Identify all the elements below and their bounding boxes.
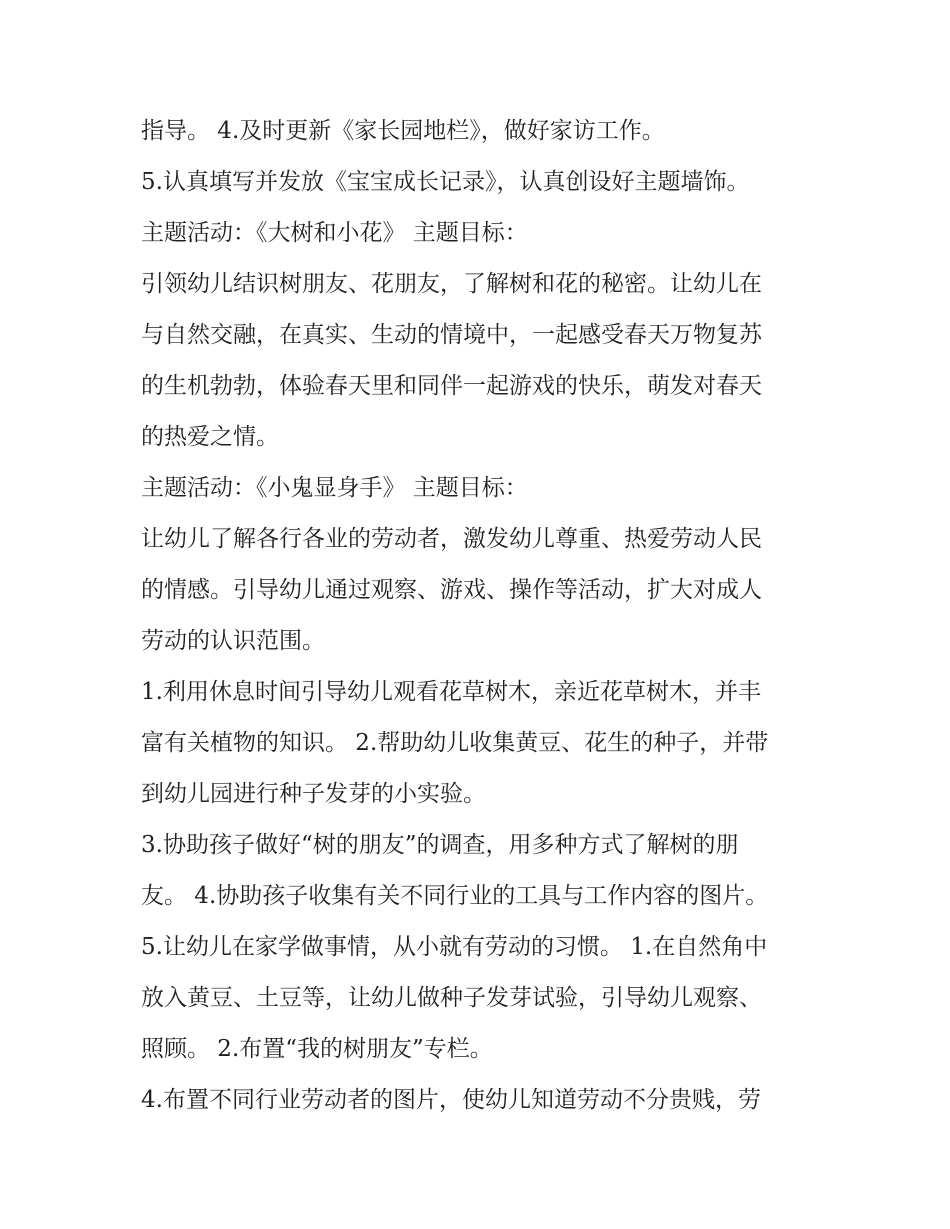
text-line: 主题活动：《大树和小花》 主题目标： (141, 220, 528, 246)
text-line: 5.让幼儿在家学做事情，从小就有劳动的习惯。 1.在自然角中 (141, 934, 768, 960)
text-line: 3.协助孩子做好“树的朋友”的调查，用多种方式了解树的朋 (141, 832, 739, 858)
text-line: 引领幼儿结识树朋友、花朋友，了解树和花的秘密。让幼儿在 (141, 271, 762, 297)
text-line: 到幼儿园进行种子发芽的小实验。 (141, 781, 486, 807)
text-line: 富有关植物的知识。 2.帮助幼儿收集黄豆、花生的种子，并带 (141, 730, 769, 756)
text-line: 4.布置不同行业劳动者的图片，使幼儿知道劳动不分贵贱，劳 (141, 1087, 761, 1113)
text-line: 1.利用休息时间引导幼儿观看花草树木，亲近花草树木，并丰 (141, 679, 761, 705)
text-line: 让幼儿了解各行各业的劳动者，激发幼儿尊重、热爱劳动人民 (141, 526, 762, 552)
text-line: 友。 4.协助孩子收集有关不同行业的工具与工作内容的图片。 (141, 883, 769, 909)
text-line: 的生机勃勃，体验春天里和同伴一起游戏的快乐，萌发对春天 (141, 373, 762, 399)
text-line: 的热爱之情。 (141, 424, 279, 450)
text-line: 主题活动：《小鬼显身手》 主题目标： (141, 475, 528, 501)
text-line: 放入黄豆、土豆等，让幼儿做种子发芽试验，引导幼儿观察、 (141, 985, 762, 1011)
text-line: 劳动的认识范围。 (141, 628, 325, 654)
text-line: 与自然交融，在真实、生动的情境中，一起感受春天万物复苏 (141, 322, 762, 348)
text-line: 的情感。引导幼儿通过观察、游戏、操作等活动，扩大对成人 (141, 577, 762, 603)
text-line: 5.认真填写并发放《宝宝成长记录》，认真创设好主题墙饰。 (141, 169, 750, 195)
text-line: 指导。 4.及时更新《家长园地栏》，做好家访工作。 (141, 118, 665, 144)
document-body (141, 106, 841, 1126)
text-line: 照顾。 2.布置“我的树朋友”专栏。 (141, 1036, 493, 1062)
